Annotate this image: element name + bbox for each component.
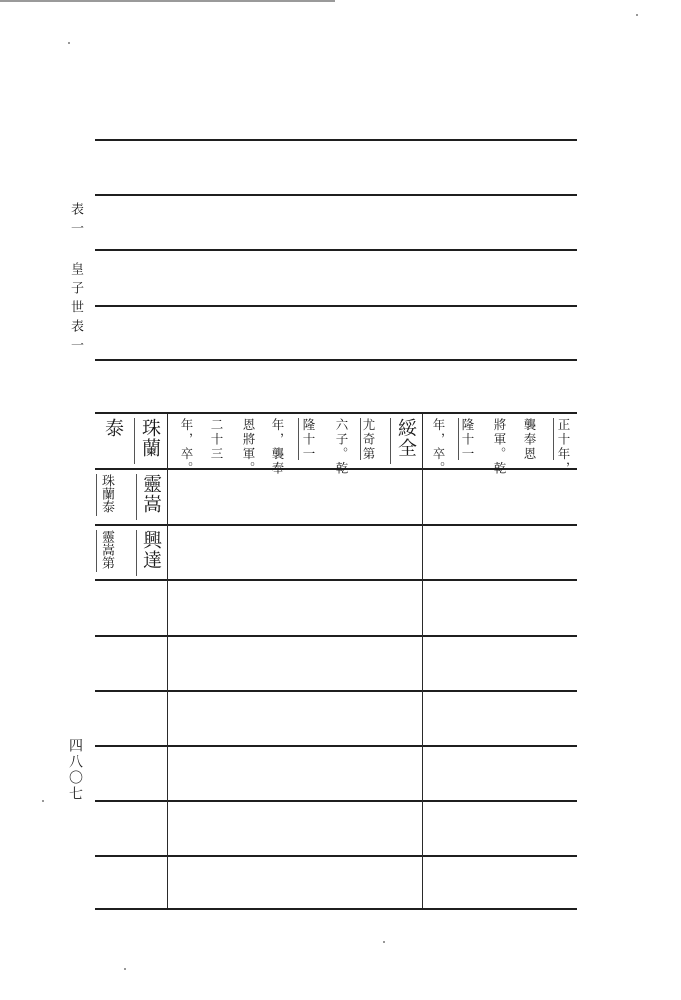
margin-title: 皇子世表一 bbox=[68, 262, 83, 357]
bio-line: 隆十一 bbox=[301, 418, 316, 462]
column-divider bbox=[422, 414, 423, 908]
table-row-line bbox=[95, 908, 577, 910]
bio-line: 二十三 bbox=[209, 418, 224, 462]
scan-speck bbox=[42, 800, 44, 802]
bio-line: 六子。乾 bbox=[334, 418, 349, 476]
rule-line bbox=[95, 305, 577, 307]
name-mark bbox=[136, 530, 137, 576]
rule-line bbox=[95, 194, 577, 196]
rule-line bbox=[95, 359, 577, 361]
margin-table-label: 表一 bbox=[68, 202, 83, 240]
rule-line bbox=[95, 139, 577, 141]
page-number: 四八〇七 bbox=[67, 738, 83, 802]
lineage-note: 珠蘭泰 bbox=[99, 474, 114, 513]
name-mark bbox=[390, 418, 391, 464]
name-mark bbox=[553, 418, 554, 460]
lineage-note: 靈嵩第 bbox=[99, 530, 114, 569]
person-name-lingsong: 靈嵩 bbox=[140, 474, 162, 514]
name-mark bbox=[298, 418, 299, 460]
bio-line: 年，卒。 bbox=[179, 418, 194, 476]
person-name-tai: 泰 bbox=[102, 418, 124, 438]
column-divider bbox=[167, 414, 168, 908]
person-name-zhulan: 珠蘭 bbox=[139, 418, 161, 458]
bio-line: 年，卒。 bbox=[431, 418, 446, 476]
person-name-suiquan: 綏全 bbox=[395, 418, 417, 458]
rule-line bbox=[95, 249, 577, 251]
scan-speck bbox=[636, 14, 638, 16]
scan-speck bbox=[68, 42, 70, 44]
bio-line: 襲奉恩 bbox=[522, 418, 537, 462]
bio-line: 年，襲奉 bbox=[270, 418, 285, 476]
bio-line: 將軍。乾 bbox=[492, 418, 507, 476]
scan-speck bbox=[124, 968, 126, 970]
name-mark bbox=[458, 418, 459, 460]
scan-edge-line bbox=[0, 0, 335, 2]
name-mark bbox=[134, 418, 135, 464]
bio-line: 正十年， bbox=[556, 418, 571, 476]
bio-line: 尤奇第 bbox=[361, 418, 376, 462]
bio-line: 恩將軍。 bbox=[241, 418, 256, 476]
person-name-xingda: 興達 bbox=[140, 530, 162, 570]
scan-speck bbox=[383, 941, 385, 943]
name-mark bbox=[136, 474, 137, 520]
bio-line: 隆十一 bbox=[460, 418, 475, 462]
